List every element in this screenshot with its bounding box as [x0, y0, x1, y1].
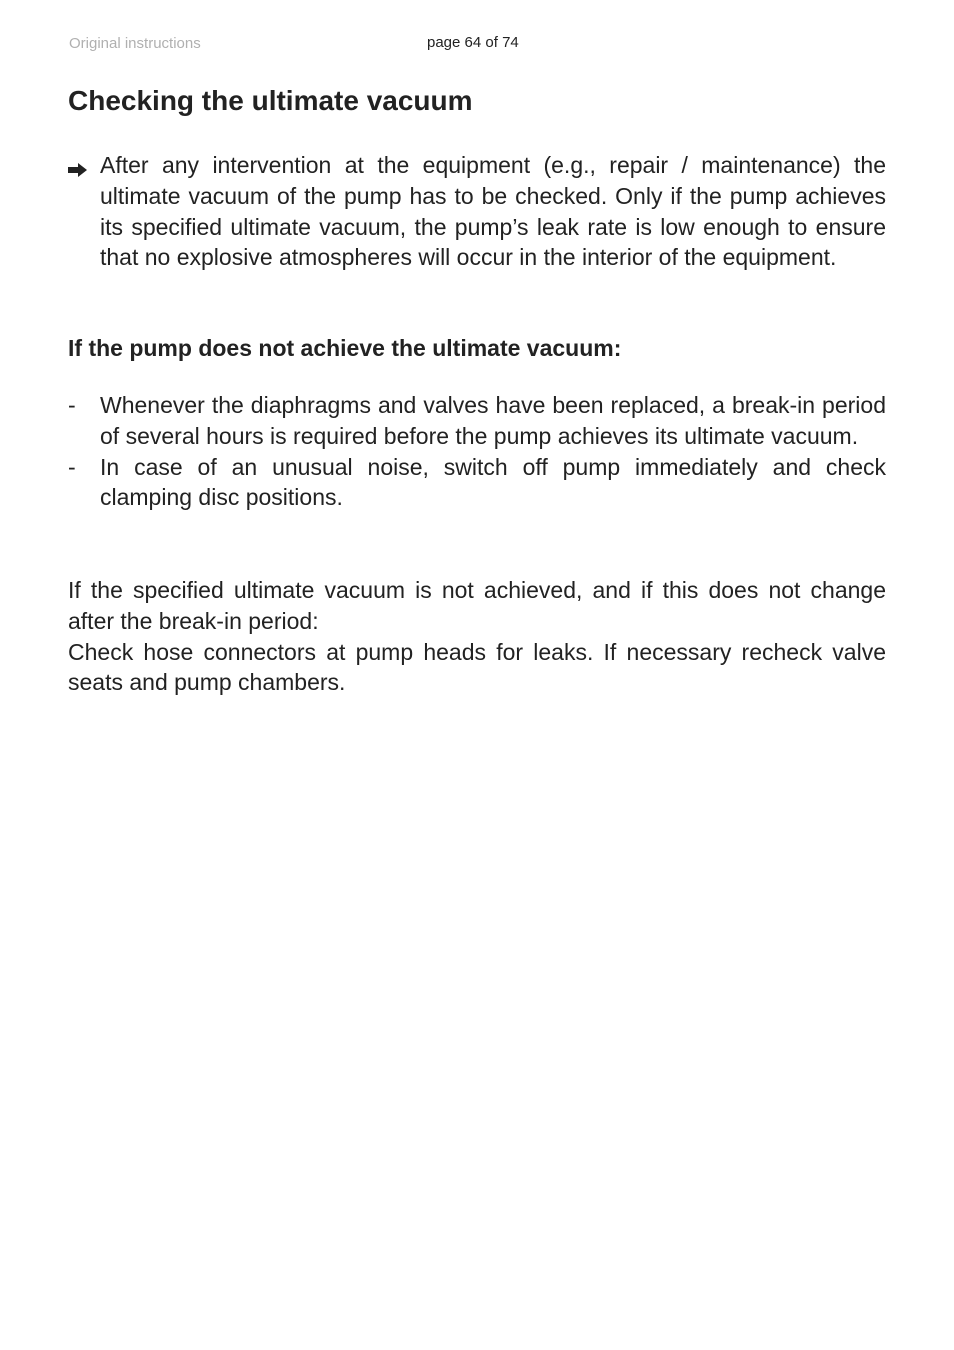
intro-instruction	[68, 150, 886, 273]
list-item-text: In case of an unusual noise, switch off pump immediately and check clamping disc positions.	[100, 453, 886, 511]
document-type-label: Original instructions	[69, 35, 201, 52]
list-item	[68, 390, 886, 452]
closing-paragraphs	[68, 575, 886, 698]
dash-marker: -	[68, 453, 76, 480]
intro-instruction-text: After any intervention at the equipment (e.g., repair / maintenance) the ultimate vacuum of the pump has to be checked. Only if the pump achieves its specified ultimate vacuum, the pump’s leak rate is low enough to ensure that no explosive atmospheres will occur in the interior of the equipment.	[100, 152, 886, 271]
section-title: Checking the ultimate vacuum	[68, 85, 473, 116]
list-item-text: Whenever the diaphragms and valves have been replaced, a break-in period of several hours is required before the pump achieves its ultimate vacuum.	[100, 392, 886, 449]
dash-marker: -	[68, 392, 76, 418]
paragraph: Check hose connectors at pump heads for leaks. If necessary recheck valve seats and pump chambers.	[68, 638, 886, 696]
list-item	[68, 452, 886, 514]
troubleshooting-list	[68, 390, 886, 513]
arrow-right-icon	[68, 150, 100, 186]
paragraph: If the specified ultimate vacuum is not achieved, and if this does not change after the break-in period:	[68, 577, 886, 634]
page-number: page 64 of 74	[427, 34, 519, 51]
subheading: If the pump does not achieve the ultimate vacuum:	[68, 335, 622, 361]
